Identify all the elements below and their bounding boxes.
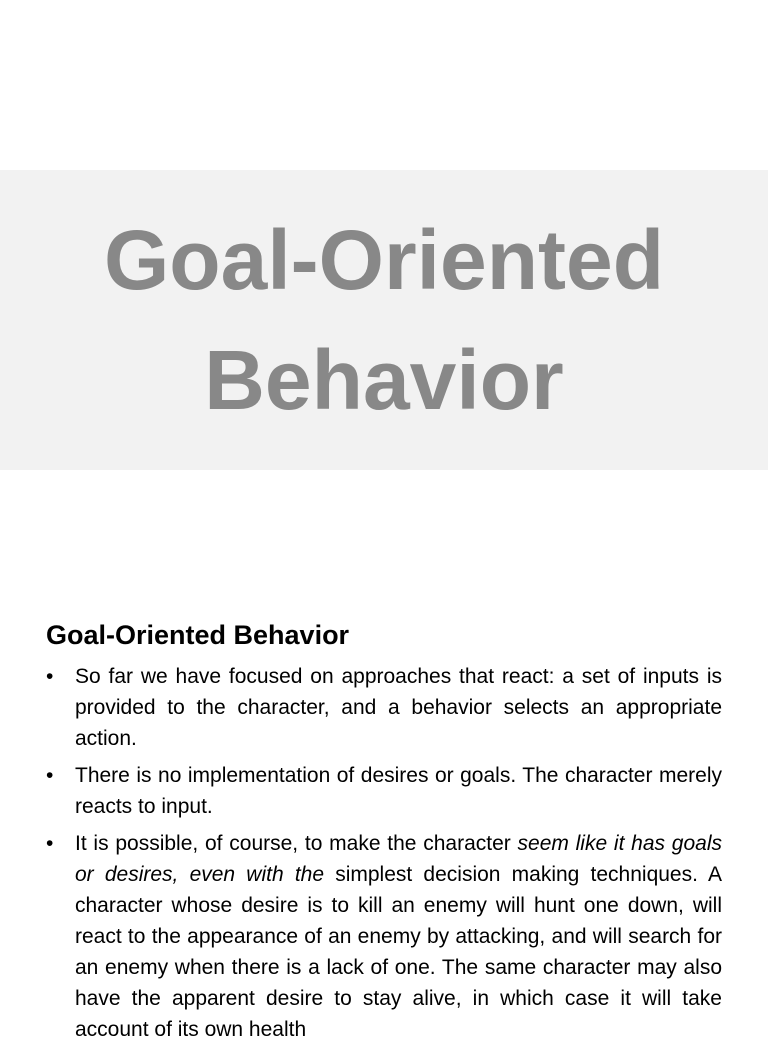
bullet-icon: •: [46, 764, 54, 787]
bullet-item: [46, 828, 722, 1045]
content-slide: [0, 603, 768, 1043]
bullet-icon: •: [46, 665, 54, 688]
bullet-text-part-2: simplest decision making techniques. A character whose desire is to kill an enemy will hunt one down, will react to the appearance of an enemy by attacking, and will search for an enemy when there is a lack of one. The same character may also have the apparent desire to stay alive, in which case it will take account of its own health: [75, 863, 722, 1041]
bullet-text: So far we have focused on approaches that react: a set of inputs is provided to the character, and a behavior selects an appropriate action.: [75, 665, 722, 750]
bullet-text-italic: seem like it has goals or desires, even with the: [75, 832, 722, 886]
title-line-2: Behavior: [204, 333, 564, 427]
bullet-text: There is no implementation of desires or goals. The character merely reacts to input.: [75, 764, 722, 818]
title-line-1: Goal-Oriented: [103, 213, 665, 307]
bullet-text-part-1: It is possible, of course, to make the character: [75, 832, 518, 855]
bullet-icon: •: [46, 832, 54, 855]
bullet-item: [46, 760, 722, 822]
section-heading: Goal-Oriented Behavior: [46, 620, 350, 650]
bullet-list: [46, 661, 722, 1051]
title-slide: [0, 170, 768, 470]
slide-title: [104, 200, 664, 440]
bullet-item: [46, 661, 722, 754]
